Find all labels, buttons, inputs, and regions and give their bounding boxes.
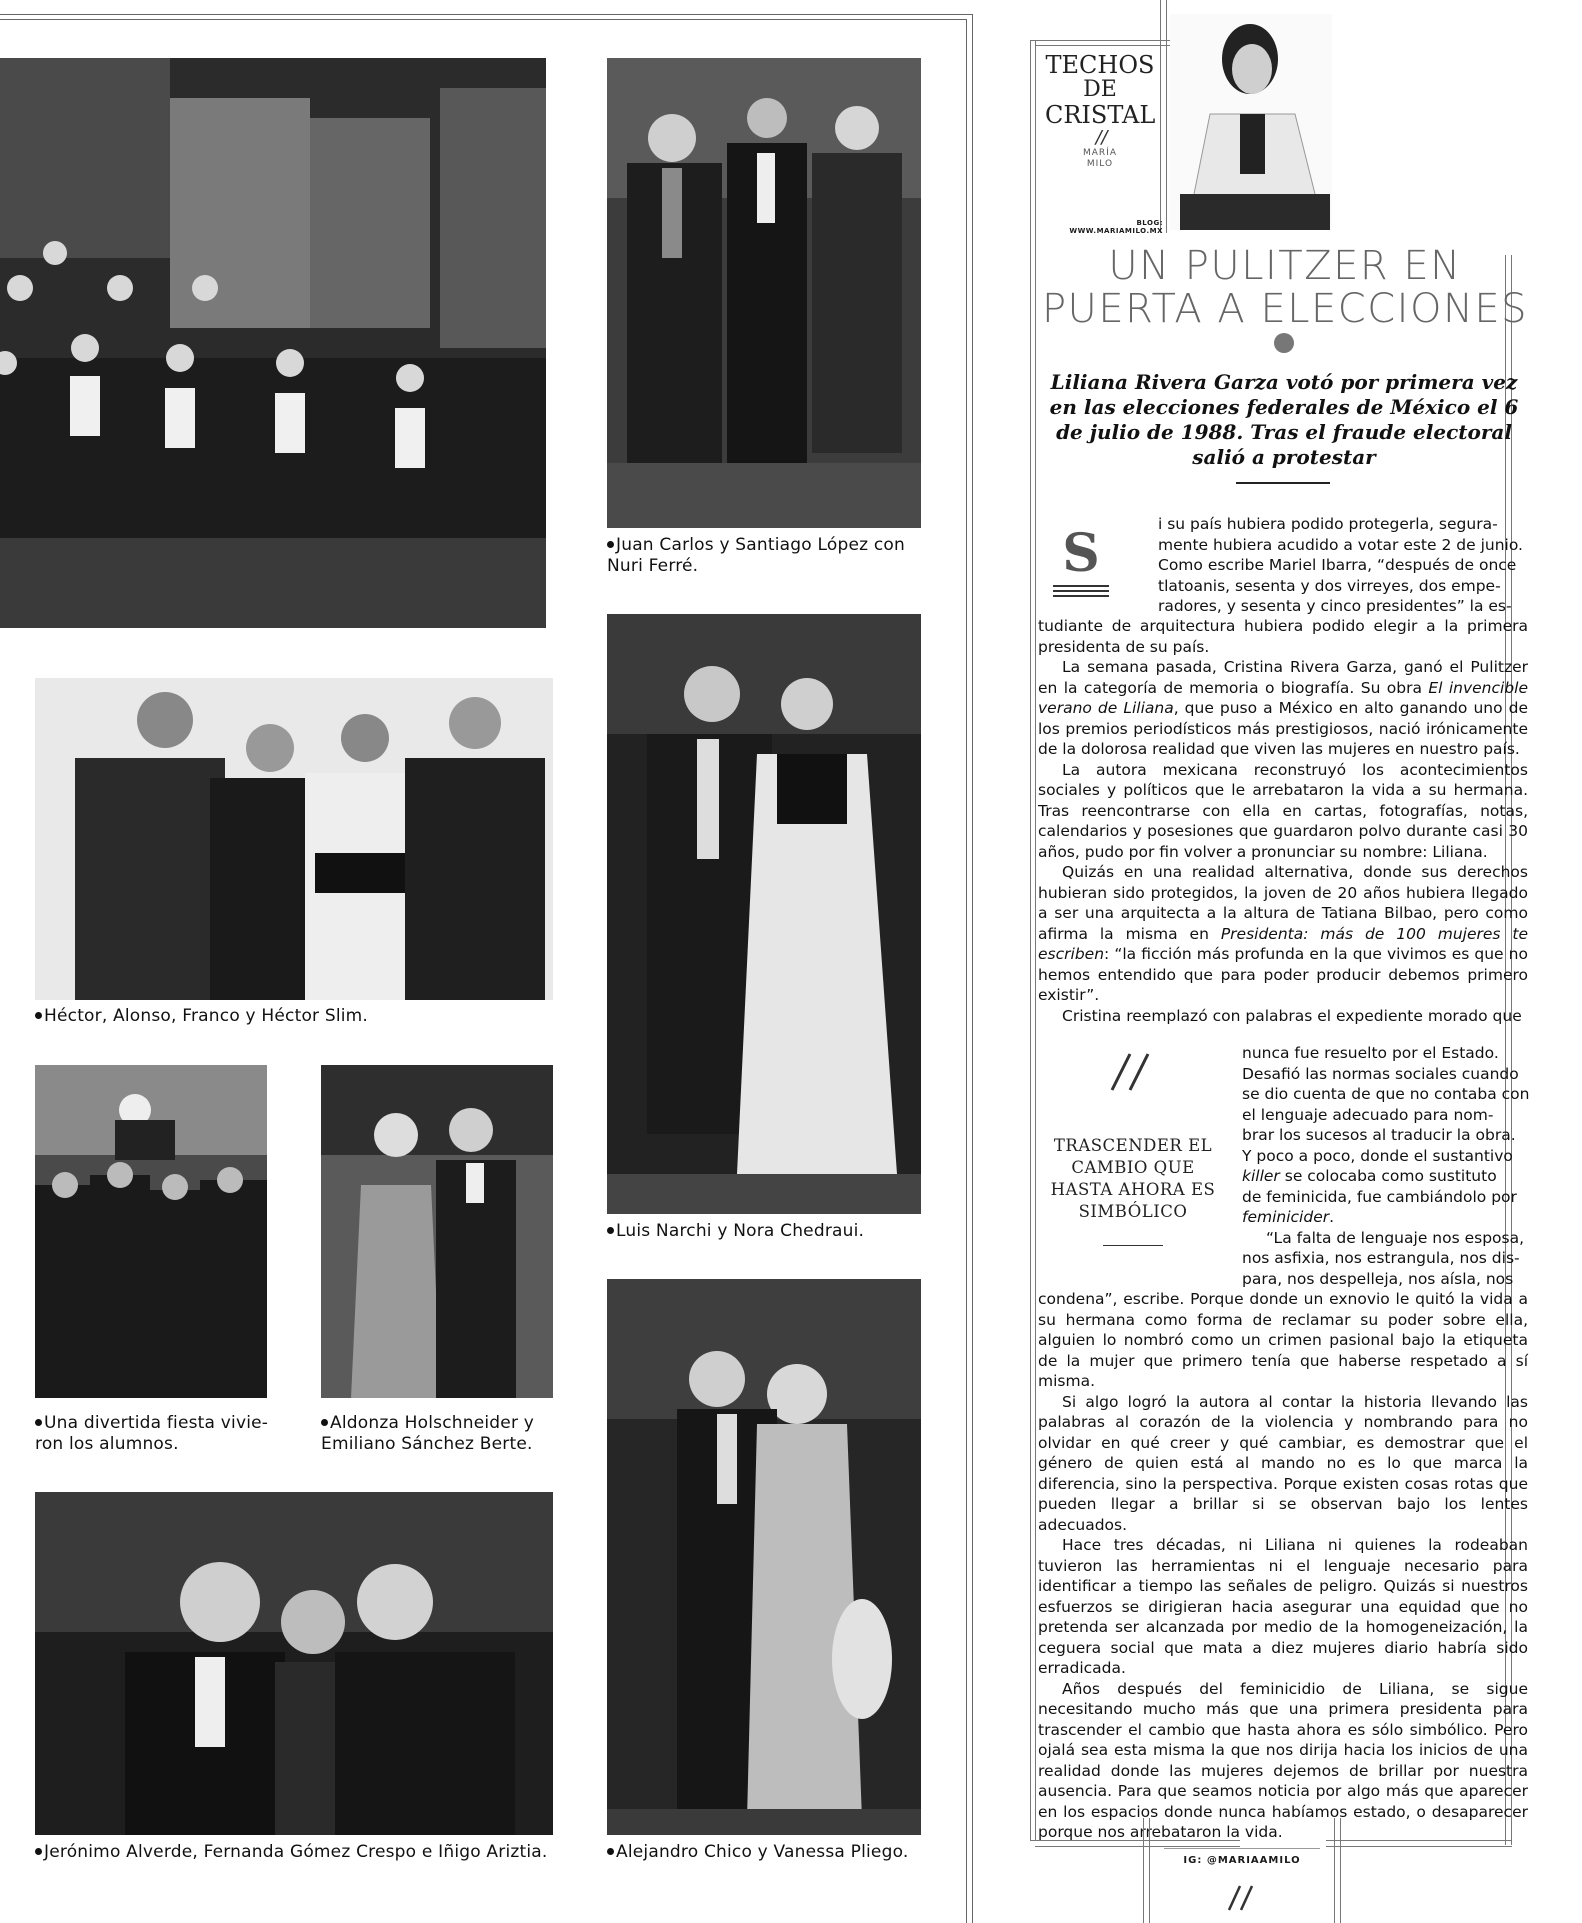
bullet-icon bbox=[35, 1419, 42, 1426]
bullet-icon bbox=[607, 1848, 614, 1855]
dropcap-letter: S bbox=[1062, 523, 1100, 584]
pull-quote: TRASCENDER EL CAMBIO QUE HASTA AHORA ES SIMBÓLICO bbox=[1050, 1136, 1216, 1221]
footer-instagram: IG: @MARIAAMILO bbox=[1183, 1855, 1301, 1866]
article-headline bbox=[1030, 245, 1540, 331]
headline-dot-icon bbox=[1274, 333, 1294, 353]
logo-slash-icon: / / bbox=[1095, 127, 1105, 148]
caption-aldonza-emiliano: Aldonza Holschneider y Emiliano Sánchez Berte. bbox=[321, 1413, 535, 1454]
footer-slash-icon bbox=[1226, 1884, 1260, 1912]
page-frame-right bbox=[972, 14, 973, 1923]
logo-line-1: TECHOS bbox=[1045, 51, 1155, 79]
bullet-icon bbox=[607, 541, 614, 548]
blog-url: WWW.MARIAMILO.MX bbox=[1069, 227, 1163, 235]
caption-jeronimo-fernanda-inigo: Jerónimo Alverde, Fernanda Gómez Crespo e Iñigo Ariztia. bbox=[35, 1842, 575, 1863]
photo-luis-narchi-nora-chedraui bbox=[607, 614, 921, 1214]
photo-jeronimo-fernanda-inigo bbox=[35, 1492, 553, 1835]
blog-label: BLOG: WWW.MARIAMILO.MX bbox=[1050, 219, 1163, 235]
photo-aldonza-emiliano bbox=[321, 1065, 553, 1398]
article-dek: Liliana Rivera Garza votó por primera vez en las elecciones federales de México el 6 de julio de 1988. Tras el fraude electoral salió a protestar bbox=[1049, 370, 1519, 469]
pull-quote-rule bbox=[1103, 1245, 1163, 1246]
bullet-icon bbox=[35, 1012, 42, 1019]
logo-line-3: CRISTAL bbox=[1045, 101, 1156, 129]
headline-line-2: PUERTA A ELECCIONES bbox=[1041, 286, 1529, 332]
caption-alejandro-vanessa: Alejandro Chico y Vanessa Pliego. bbox=[607, 1842, 937, 1863]
caption-party-students: Una divertida fiesta vivie-ron los alumnos. bbox=[35, 1413, 269, 1454]
bullet-icon bbox=[321, 1419, 328, 1426]
logo-divider-2 bbox=[1166, 0, 1167, 233]
author-photo bbox=[1170, 14, 1332, 230]
headline-line-1: UN PULITZER EN bbox=[1108, 243, 1462, 289]
dek-rule bbox=[1236, 482, 1330, 484]
photo-hector-alonso-franco-slim bbox=[35, 678, 553, 1000]
article-body-main: tudiante de arquitectura hubiera podido elegir a la primera presidenta de su país. La semana pasada, Cristina Rivera Garza, ganó el Pulitzer en la categoría de memoria o biografía. Su obra El invencible verano de Liliana, que puso a México en alto ganando uno de los premios periodísticos más prestigiosos, nació irónicamente de la dolorosa realidad que viven las mujeres en nuestro país. La autora mexicana reconstruyó los acontecimientos sociales y políticos que le arrebataron la vida a su hermana. Tras reencontrarse con ella en cartas, fotografías, notas, calendarios y posesiones que guardaron polvo durante casi 30 años, pudo por fin volver a pronunciar su nombre: Liliana. Quizás en una realidad alternativa, donde sus derechos hubieran sido protegidos, la joven de 20 años hubiera llegado a ser una arquitecta a la altura de Tatiana Bilbao, pero como afirma la misma en Presidenta: más de 100 mujeres te escriben: “la ficción más profunda en la que vivimos es que no hemos entendido que para poder producir debemos primero existir”. Cristina reemplazó con palabras el expediente morado que bbox=[1038, 617, 1528, 1025]
photo-students-group bbox=[0, 58, 546, 628]
article-body-intro: i su país hubiera podido protegerla, segura- mente hubiera acudido a votar este 2 de junio. Como escribe Mariel Ibarra, “después de once tlatoanis, sesenta y dos virreyes, dos empe- radores, y sesenta y cinco presidentes” la es- bbox=[1158, 515, 1523, 615]
bullet-icon bbox=[35, 1848, 42, 1855]
caption-hector-alonso-franco-slim: Héctor, Alonso, Franco y Héctor Slim. bbox=[35, 1006, 535, 1027]
column-logo bbox=[1045, 52, 1155, 197]
logo-divider bbox=[1160, 0, 1161, 233]
page-frame-right-inner bbox=[966, 19, 967, 1923]
pull-quote-slash-icon bbox=[1108, 1052, 1162, 1092]
article-body-end: condena”, escribe. Porque donde un exnovio le quitó la vida a su hermana como forma de reclamar su poder sobre ella, alguien lo nombró como un crimen pasional bajo la etiqueta de la mujer que primero tenía que haberse respetado a sí misma. Si algo logró la autora al contar la historia llevando las palabras al corazón de la violencia y nombrando para no olvidar en qué creer y qué cambiar, es demostrar que el género de quien está al mando no es lo que marca la diferencia, sino la perspectiva. Porque existen cosas rotas que pueden llegar a brillar si se observan bajo los lentes adecuados. Hace tres décadas, ni Liliana ni quienes la rodeaban tuvieron las herramientas ni el lenguaje necesario para identificar a tiempo las señales de peligro. Quizás si nuestros esfuerzos se dirigieran hacia asegurar una equidad que no pretenda ser alcanzada por medio de la homogeneización, la ceguera social que mata a diez mujeres diario habría sido erradicada. Años después del feminicidio de Liliana, se sigue necesitando mucho más que una primera presidenta para trascender el cambio que hasta ahora es sólo simbólico. Pero ojalá sea esta misma la que nos dirija hacia los inicios de una realidad donde las mujeres dejemos de brillar por nuestra ausencia. Para que seamos noticia por algo más que aparecer en los espacios donde nunca habíamos estado, o desaparecer porque nos arrebataron la vida. bbox=[1038, 1290, 1528, 1841]
caption-luis-narchi-nora-chedraui: Luis Narchi y Nora Chedraui. bbox=[607, 1221, 917, 1242]
photo-juan-carlos-santiago-nuri bbox=[607, 58, 921, 528]
logo-line-2: DE bbox=[1083, 77, 1117, 102]
logo-author-1: MARÍA bbox=[1083, 148, 1117, 158]
dropcap-box bbox=[1050, 525, 1112, 605]
article-body-wrap: nunca fue resuelto por el Estado. Desafió las normas sociales cuando se dio cuenta de que no contaba con el lenguaje adecuado para nom- brar los sucesos al traducir la obra. Y poco a poco, donde el sustantivo killer se colocaba como sustituto de feminicida, fue cambiándolo por feminicider. “La falta de lenguaje nos esposa, nos asfixia, nos estrangula, nos dis- para, nos despelleja, nos aísla, nos bbox=[1242, 1044, 1530, 1288]
page-frame-top bbox=[0, 14, 972, 15]
photo-party-students bbox=[35, 1065, 267, 1398]
logo-author-2: MILO bbox=[1086, 159, 1114, 169]
photo-alejandro-vanessa bbox=[607, 1279, 921, 1835]
caption-juan-carlos-santiago-nuri: Juan Carlos y Santiago López con Nuri Ferré. bbox=[607, 535, 905, 576]
footer-box bbox=[1143, 1818, 1341, 1923]
bullet-icon bbox=[607, 1227, 614, 1234]
page-frame-top-inner bbox=[0, 19, 966, 20]
